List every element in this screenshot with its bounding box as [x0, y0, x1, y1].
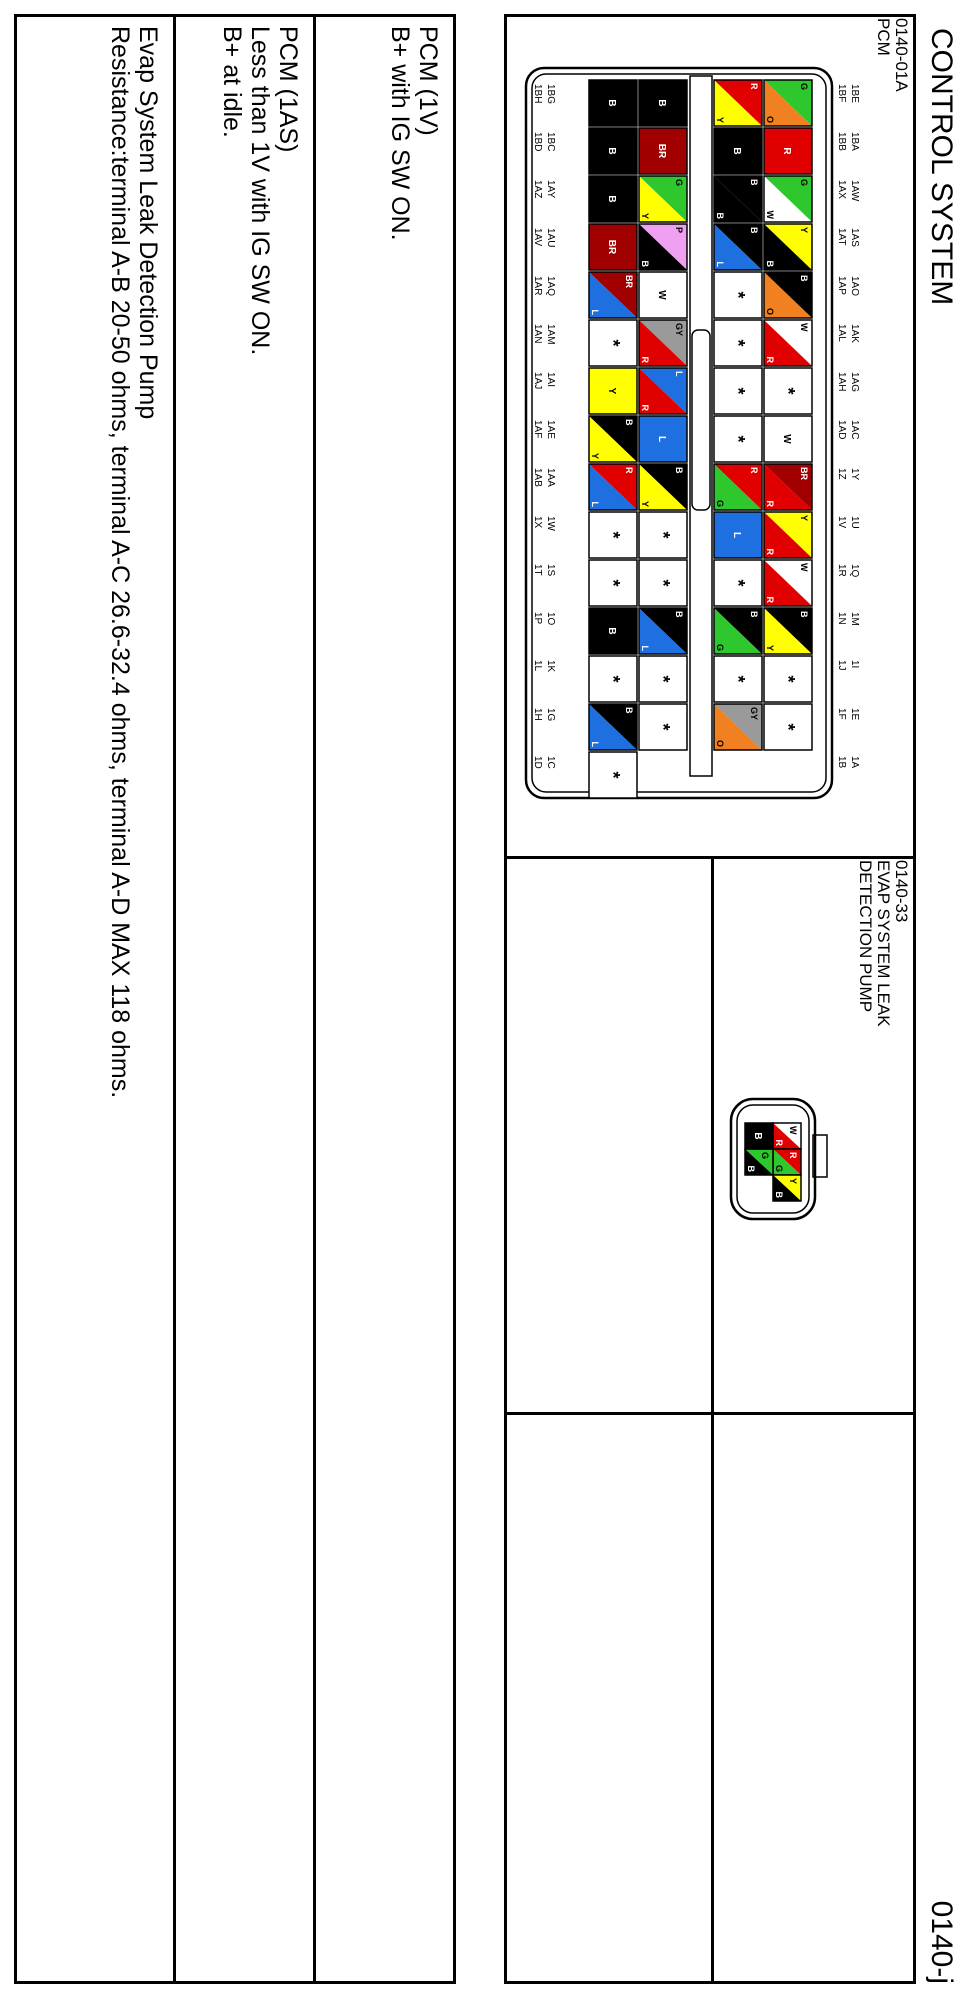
pin-label: 1T: [532, 564, 543, 576]
svg-text:Y: Y: [715, 116, 725, 123]
pin-label: 1BE: [849, 84, 860, 103]
terminal: [714, 704, 762, 750]
svg-text:W: W: [781, 434, 792, 444]
terminal: [764, 176, 812, 222]
svg-text:L: L: [590, 309, 600, 315]
pin-label: 1BH: [532, 84, 543, 104]
terminal: [764, 704, 812, 750]
terminal: [639, 560, 687, 606]
terminal: [589, 608, 637, 654]
pin-label: 1X: [532, 516, 543, 529]
svg-text:G: G: [774, 1164, 784, 1172]
pin-label: 1G: [545, 708, 556, 722]
terminal: [639, 224, 687, 270]
pin-label: 1K: [545, 660, 556, 673]
terminal: [764, 128, 812, 174]
terminal: [589, 416, 637, 462]
terminal: [764, 368, 812, 414]
pin-label: 1BF: [836, 84, 847, 103]
svg-text:*: *: [728, 579, 748, 587]
pcm-connector-label: [874, 18, 910, 92]
note-evap-pump: [106, 26, 162, 1098]
terminal: [639, 176, 687, 222]
note-pcm-1v: [386, 26, 442, 241]
note-line: B+ at idle.: [218, 26, 246, 138]
svg-text:B: B: [674, 467, 684, 474]
svg-text:Y: Y: [799, 515, 809, 522]
svg-text:W: W: [656, 290, 667, 300]
svg-text:*: *: [653, 579, 673, 587]
pin-label: 1D: [532, 756, 543, 769]
terminal: [714, 320, 762, 366]
pin-label: 1AS: [849, 228, 860, 247]
svg-text:*: *: [778, 675, 798, 683]
terminal: [764, 608, 812, 654]
svg-text:Y: Y: [788, 1178, 798, 1185]
svg-text:*: *: [728, 675, 748, 683]
svg-text:GY: GY: [749, 707, 759, 721]
pcm-connector-diagram: [517, 60, 872, 820]
pin-label: 1AC: [849, 420, 860, 440]
pin-label: 1AB: [532, 468, 543, 487]
pin-label: 1AW: [849, 180, 860, 202]
pin-label: 1AD: [836, 420, 847, 440]
svg-text:B: B: [765, 260, 775, 267]
pin-label: 1BB: [836, 132, 847, 151]
svg-text:*: *: [653, 675, 673, 683]
connector-name-line1: EVAP SYSTEM LEAK: [874, 860, 893, 1027]
terminal: [714, 368, 762, 414]
terminal: [773, 1175, 801, 1201]
svg-text:B: B: [640, 260, 650, 267]
svg-text:Y: Y: [640, 500, 650, 507]
svg-text:P: P: [674, 227, 684, 234]
svg-text:G: G: [760, 1152, 770, 1160]
pin-label: 1AY: [545, 180, 556, 199]
svg-text:B: B: [799, 611, 809, 618]
terminal: [764, 224, 812, 270]
pin-label: 1AM: [545, 324, 556, 345]
terminal: [589, 560, 637, 606]
terminal: [639, 416, 687, 462]
svg-text:Y: Y: [799, 227, 809, 234]
pin-label: 1J: [836, 660, 847, 671]
svg-text:L: L: [715, 261, 725, 267]
svg-text:B: B: [624, 419, 634, 426]
pin-label: 1Y: [849, 468, 860, 481]
svg-text:*: *: [653, 531, 673, 539]
pin-label: 1AO: [849, 276, 860, 297]
note-heading: PCM (1AS): [274, 26, 302, 153]
pin-label: 1AR: [532, 276, 543, 296]
pin-label: 1L: [532, 660, 543, 672]
terminal: [764, 560, 812, 606]
terminal: [773, 1149, 801, 1175]
svg-text:Y: Y: [640, 212, 650, 219]
svg-text:W: W: [799, 563, 809, 572]
svg-text:*: *: [603, 675, 623, 683]
svg-text:*: *: [778, 387, 798, 395]
note-line: Resistance:terminal A-B 20-50 ohms, terminal A-C 26.6-32.4 ohms, terminal A-D MAX 118 ohms.: [106, 26, 134, 1099]
terminal: [639, 704, 687, 750]
note-line: Less than 1V with IG SW ON.: [246, 26, 274, 356]
svg-text:*: *: [653, 723, 673, 731]
svg-text:L: L: [640, 645, 650, 651]
notes-divider: [173, 14, 176, 1984]
pin-label: 1AT: [836, 228, 847, 246]
notes-divider: [313, 14, 316, 1984]
pin-label: 1AN: [532, 324, 543, 344]
svg-text:BR: BR: [624, 275, 634, 288]
pin-label: 1E: [849, 708, 860, 721]
terminal: [714, 224, 762, 270]
svg-text:R: R: [788, 1152, 798, 1159]
pin-label: 1BA: [849, 132, 860, 151]
terminal: [639, 128, 687, 174]
frame-divider: [711, 856, 714, 1984]
terminal: [639, 320, 687, 366]
pin-label: 1V: [836, 516, 847, 529]
svg-text:Y: Y: [590, 452, 600, 459]
svg-text:L: L: [590, 501, 600, 507]
svg-text:G: G: [674, 179, 684, 187]
svg-text:W: W: [788, 1126, 798, 1135]
terminal: [589, 464, 637, 510]
svg-text:B: B: [749, 611, 759, 618]
svg-text:*: *: [603, 771, 623, 779]
svg-text:BR: BR: [799, 467, 809, 480]
svg-text:Y: Y: [765, 644, 775, 651]
note-heading: Evap System Leak Detection Pump: [134, 26, 162, 420]
pin-label: 1AX: [836, 180, 847, 199]
pin-label: 1BG: [545, 84, 556, 105]
pin-label: 1H: [532, 708, 543, 721]
terminal: [764, 80, 812, 126]
svg-text:B: B: [731, 147, 742, 155]
svg-text:B: B: [749, 227, 759, 234]
terminal: [589, 176, 637, 222]
svg-text:B: B: [715, 212, 725, 219]
svg-text:*: *: [728, 291, 748, 299]
terminal: [589, 320, 637, 366]
note-heading: PCM (1V): [414, 26, 442, 136]
svg-text:R: R: [765, 500, 775, 507]
terminal: [764, 656, 812, 702]
svg-text:G: G: [799, 179, 809, 187]
pin-label: 1B: [836, 756, 847, 769]
terminal: [714, 608, 762, 654]
terminal: [714, 272, 762, 318]
terminal: [764, 464, 812, 510]
svg-text:Y: Y: [606, 387, 617, 395]
connector-name-line2: DETECTION PUMP: [856, 860, 875, 1013]
pin-label: 1U: [849, 516, 860, 529]
pin-label: 1BD: [532, 132, 543, 152]
terminal: [745, 1123, 773, 1149]
pin-label: 1AV: [532, 228, 543, 247]
evap-connector-label: [856, 860, 910, 1027]
svg-text:R: R: [765, 548, 775, 555]
pin-label: 1AF: [532, 420, 543, 439]
svg-text:B: B: [606, 195, 617, 203]
svg-text:O: O: [765, 307, 775, 315]
connector-code: 0140-33: [892, 860, 911, 923]
terminal: [764, 320, 812, 366]
pin-label: 1Z: [836, 468, 847, 480]
terminal: [639, 656, 687, 702]
svg-text:L: L: [731, 531, 742, 539]
terminal: [714, 416, 762, 462]
svg-text:O: O: [715, 739, 725, 747]
terminal: [714, 128, 762, 174]
terminal: [639, 272, 687, 318]
svg-text:BR: BR: [656, 143, 667, 159]
frame-divider: [504, 1412, 916, 1415]
note-line: B+ with IG SW ON.: [386, 26, 414, 241]
svg-text:B: B: [749, 179, 759, 186]
terminal: [764, 416, 812, 462]
terminal: [714, 560, 762, 606]
svg-text:G: G: [799, 83, 809, 91]
svg-text:B: B: [656, 99, 667, 107]
terminal: [589, 368, 637, 414]
terminal: [639, 80, 687, 126]
terminal: [764, 272, 812, 318]
svg-text:GY: GY: [674, 323, 684, 337]
svg-text:O: O: [765, 115, 775, 123]
svg-text:L: L: [656, 435, 667, 443]
svg-text:R: R: [640, 356, 650, 363]
note-pcm-1as: [218, 26, 302, 355]
pin-label: 1AQ: [545, 276, 556, 297]
svg-text:*: *: [778, 723, 798, 731]
svg-text:G: G: [715, 499, 725, 507]
terminal: [714, 656, 762, 702]
terminal: [589, 656, 637, 702]
terminal: [773, 1123, 801, 1149]
terminal: [714, 176, 762, 222]
pin-label: 1AE: [545, 420, 556, 439]
svg-text:B: B: [674, 611, 684, 618]
pin-label: 1M: [849, 612, 860, 626]
page-code: 0140-j: [925, 1900, 958, 1984]
terminal: [639, 512, 687, 558]
svg-text:R: R: [765, 596, 775, 603]
connector-code: 0140-01A: [892, 18, 911, 92]
terminal: [714, 512, 762, 558]
svg-text:B: B: [774, 1191, 784, 1198]
terminal: [639, 464, 687, 510]
pin-label: 1AA: [545, 468, 556, 487]
pin-label: 1R: [836, 564, 847, 577]
pin-label: 1AU: [545, 228, 556, 248]
svg-text:L: L: [674, 371, 684, 377]
terminal: [714, 80, 762, 126]
pin-label: 1P: [532, 612, 543, 625]
frame-divider: [504, 856, 916, 859]
svg-text:*: *: [603, 579, 623, 587]
svg-text:*: *: [603, 339, 623, 347]
pin-label: 1Q: [849, 564, 860, 578]
pin-label: 1AJ: [532, 372, 543, 390]
svg-text:B: B: [624, 707, 634, 714]
svg-text:R: R: [781, 147, 792, 155]
pin-label: 1I: [849, 660, 860, 669]
terminal: [589, 224, 637, 270]
terminal: [745, 1149, 773, 1175]
svg-text:*: *: [728, 435, 748, 443]
connector-name: PCM: [874, 18, 893, 56]
terminal: [764, 512, 812, 558]
page-title: CONTROL SYSTEM: [925, 28, 958, 306]
svg-text:B: B: [606, 147, 617, 155]
svg-text:R: R: [749, 467, 759, 474]
pin-label: 1AK: [849, 324, 860, 343]
pin-label: 1F: [836, 708, 847, 720]
pin-label: 1S: [545, 564, 556, 577]
svg-text:B: B: [752, 1132, 763, 1140]
svg-text:B: B: [606, 627, 617, 635]
svg-text:W: W: [799, 323, 809, 332]
svg-text:B: B: [606, 99, 617, 107]
svg-text:G: G: [715, 643, 725, 651]
svg-text:R: R: [749, 83, 759, 90]
svg-text:W: W: [765, 210, 775, 219]
pin-label: 1A: [849, 756, 860, 769]
svg-text:*: *: [603, 531, 623, 539]
pin-label: 1AP: [836, 276, 847, 295]
pin-label: 1AI: [545, 372, 556, 388]
terminal: [639, 608, 687, 654]
svg-text:B: B: [746, 1165, 756, 1172]
svg-text:R: R: [774, 1139, 784, 1146]
svg-text:L: L: [590, 741, 600, 747]
pin-label: 1AL: [836, 324, 847, 342]
svg-text:R: R: [640, 404, 650, 411]
pin-label: 1AG: [849, 372, 860, 393]
pin-label: 1C: [545, 756, 556, 769]
svg-text:BR: BR: [606, 239, 617, 255]
svg-text:*: *: [728, 387, 748, 395]
evap-connector-diagram: [719, 1095, 829, 1225]
terminal: [589, 128, 637, 174]
terminal: [714, 464, 762, 510]
pin-label: 1AZ: [532, 180, 543, 199]
svg-text:*: *: [728, 339, 748, 347]
svg-text:R: R: [624, 467, 634, 474]
pin-label: 1BC: [545, 132, 556, 152]
terminal: [589, 752, 637, 798]
terminal: [589, 80, 637, 126]
terminal: [589, 272, 637, 318]
pin-label: 1O: [545, 612, 556, 626]
svg-text:R: R: [765, 356, 775, 363]
terminal: [589, 512, 637, 558]
pin-label: 1N: [836, 612, 847, 625]
pin-label: 1AH: [836, 372, 847, 392]
pin-label: 1W: [545, 516, 556, 531]
svg-text:B: B: [799, 275, 809, 282]
terminal: [639, 368, 687, 414]
terminal: [589, 704, 637, 750]
